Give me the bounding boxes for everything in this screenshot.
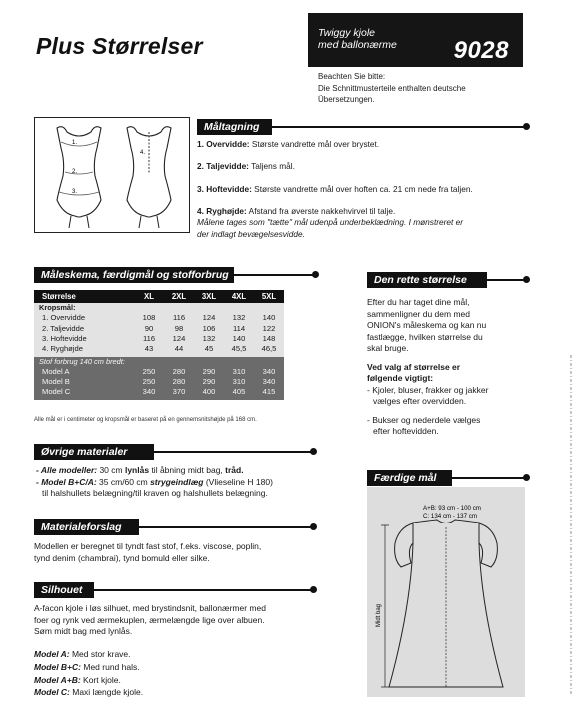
table-row: 3. Hoftevidde 116 124 132 140 148 <box>42 333 276 343</box>
silhouette-text: A-facon kjole i løs silhuet, med brystindsnit, ballonærmer med foer og rynk ved ærmekuplen, ærmelængde lige over albuen. Søm midt bag med lynlås. <box>34 603 266 637</box>
column-header: 2XL <box>171 291 187 301</box>
measure-item: 4. Ryghøjde: Afstand fra øverste nakkehvirvel til talje. <box>197 206 396 217</box>
measuring-heading: Måltagning <box>197 119 272 135</box>
german-note-line: Übersetzungen. <box>318 95 375 105</box>
finished-section <box>367 470 452 486</box>
measure-item: 1. Overvidde: Største vandrette mål over brystet. <box>197 139 380 149</box>
table-header-row <box>34 290 284 303</box>
size-table-heading: Måleskema, færdigmål og stofforbrug <box>34 267 234 283</box>
finished-measure-1: A+B: 93 cm - 100 cm <box>423 505 481 512</box>
model-item: Model C: Maxi længde kjole. <box>34 687 144 698</box>
measure-item: 2. Taljevidde: Taljens mål. <box>197 161 295 172</box>
materials-heading: Øvrige materialer <box>34 444 154 460</box>
right-size-section <box>367 272 487 288</box>
heading-rule <box>452 477 527 479</box>
size-table <box>34 290 284 400</box>
model-list <box>34 648 143 699</box>
size-table-section <box>34 267 234 283</box>
pattern-number: 9028 <box>453 37 509 64</box>
materials-section <box>34 444 154 460</box>
column-header: 5XL <box>261 291 277 301</box>
table-row: 1. Overvidde 108 116 124 132 140 <box>42 313 276 323</box>
right-size-heading: Den rette størrelse <box>367 272 487 288</box>
measurement-figure <box>34 117 190 233</box>
back-length-label: Midt bag <box>376 603 382 627</box>
materials-line: - Model B+C/A: 35 cm/60 cm strygeindlæg (Vlieseline H 180) <box>36 476 273 487</box>
materials-line: - Alle modeller: 30 cm lynlås til åbning midt bag, tråd. <box>36 465 244 475</box>
column-header: Størrelse <box>42 291 76 301</box>
measuring-list <box>197 139 542 240</box>
figure-label-2: 2. <box>72 169 78 175</box>
german-note-line: Die Schnittmusterteile enthalten deutsche <box>318 83 466 93</box>
heading-rule <box>139 526 314 528</box>
measuring-section <box>197 119 272 135</box>
materials-line: til halshullets belægning/til kraven og halshullets belægning. <box>42 488 268 499</box>
silhouette-heading: Silhouet <box>34 582 94 598</box>
silhouette-section <box>34 582 94 598</box>
measure-note: Målene tages som "tætte" mål udenpå underbeklædning. I mønstreret er der indlagt bevægelsesvidde. <box>197 217 463 239</box>
materials-text <box>36 465 356 500</box>
finished-garment-diagram <box>367 487 525 697</box>
table-row: Model C 340 370 400 405 415 <box>42 387 276 397</box>
model-item: Model B+C: Med rund hals. <box>34 661 140 672</box>
heading-rule <box>234 274 316 276</box>
pattern-name-line-2: med ballonærme <box>318 39 397 52</box>
suggestion-text: Modellen er beregnet til tyndt fast stof, f.eks. viscose, poplin, tynd denim (chambrai), tynd bomuld eller silke. <box>34 541 262 563</box>
pattern-name-line-1: Twiggy kjole <box>318 27 375 39</box>
fabric-usage-block <box>34 357 284 401</box>
figure-label-3: 3. <box>72 189 78 195</box>
german-note <box>318 71 466 106</box>
heading-rule <box>154 451 314 453</box>
pattern-name <box>318 27 397 51</box>
heading-rule <box>272 126 527 128</box>
finished-measure-2: C: 134 cm - 137 cm <box>423 513 477 520</box>
column-header: 4XL <box>231 291 247 301</box>
measure-item: 3. Hoftevidde: Største vandrette mål over hoften ca. 21 cm nede fra taljen. <box>197 183 473 194</box>
suggestion-heading: Materialeforslag <box>34 519 139 535</box>
model-item: Model A: Med stor krave. <box>34 649 131 659</box>
suggestion-section <box>34 519 139 535</box>
table-footnote: Alle mål er i centimeter og kropsmål er baseret på en gennemsnitshøjde på 168 cm. <box>34 417 257 423</box>
margin-print-marks <box>567 355 576 695</box>
margin-marks <box>567 355 576 695</box>
finished-heading: Færdige mål <box>367 470 452 486</box>
column-header: 3XL <box>201 291 217 301</box>
body-outline-illustration <box>35 118 189 232</box>
heading-rule <box>487 279 527 281</box>
page-title: Plus Størrelser <box>36 33 203 59</box>
table-row: Model A 250 280 290 310 340 <box>42 367 276 377</box>
german-note-line: Beachten Sie bitte: <box>318 72 386 81</box>
table-row: 4. Ryghøjde 43 44 45 45,5 46,5 <box>42 343 277 353</box>
figure-label-4: 4. <box>140 150 146 156</box>
table-row: Model B 250 280 290 310 340 <box>42 377 276 387</box>
right-size-text: Efter du har taget dine mål, sammenligner du dem med ONION's måleskema og kan nu fastlægge, hvilken størrelse du skal bruge. Ved valg af størrelse er følgende vigtigt: - Kjoler, bluser, frakker og jakker vælges efter overvidden. - Bukser og nederdele vælges efter hoftevidden. <box>367 297 489 437</box>
column-header: XL <box>144 291 154 301</box>
body-measure-heading: Kropsmål: <box>39 303 76 312</box>
fabric-heading: Stof forbrug 140 cm bredt: <box>39 356 125 366</box>
dress-drawing <box>367 487 525 697</box>
table-row: 2. Taljevidde 90 98 106 114 122 <box>42 323 276 333</box>
figure-label-1: 1. <box>72 140 78 146</box>
model-item: Model A+B: Kort kjole. <box>34 674 121 685</box>
heading-rule <box>94 589 314 591</box>
pattern-title-box <box>308 13 523 67</box>
